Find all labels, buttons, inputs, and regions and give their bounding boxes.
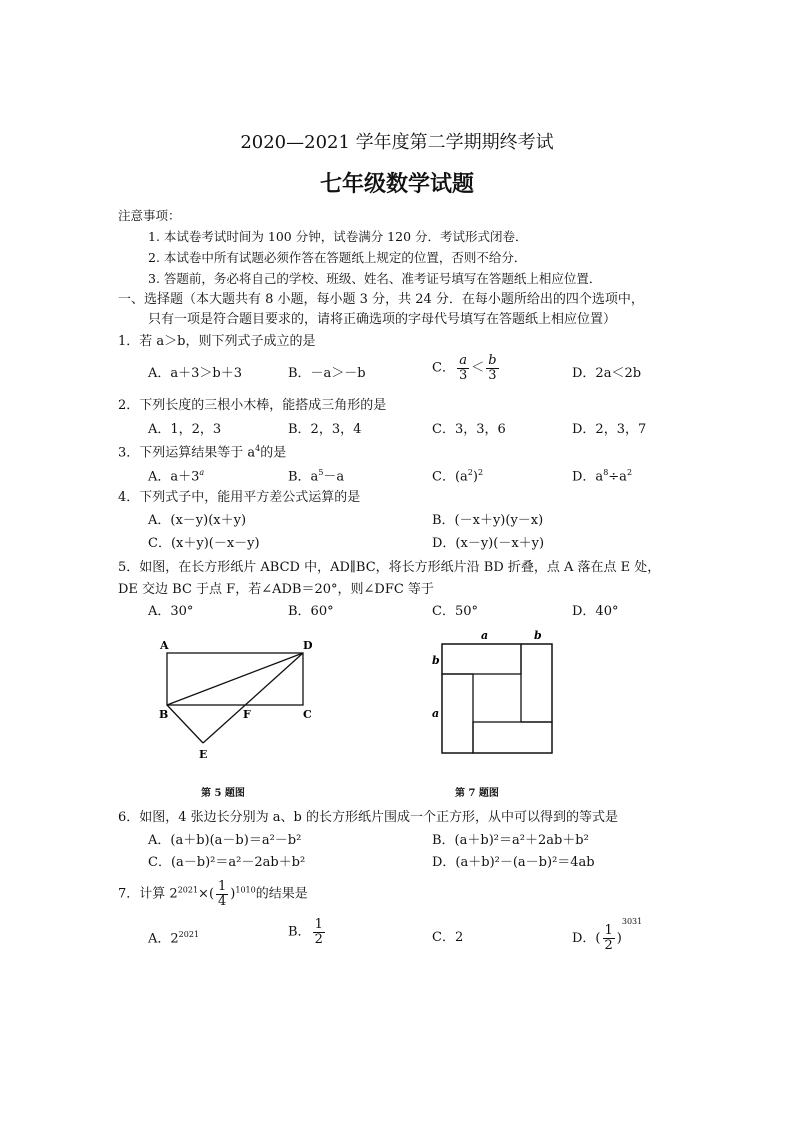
question-5-option-a: A．30°	[148, 604, 194, 619]
question-5-line-2: DE 交边 BC 于点 F，若∠ADB＝20°，则∠DFC 等于	[118, 582, 434, 597]
question-2-option-a: A．1，2，3	[148, 422, 222, 437]
question-6-option-a: A．(a＋b)(a－b)＝a²－b²	[148, 833, 302, 848]
question-7-stem: 7．计算 $2^{2021}\times$( $\frac{1}{4}$ )$^{1010}$的结果是	[118, 879, 308, 909]
section-1-line-1: 一、选择题（本大题共有 8 小题，每小题 3 分，共 24 分．在每小题所给出的四个选项中，	[118, 292, 644, 307]
question-2-option-d: D．2，3，7	[572, 422, 647, 437]
question-5-option-d: D．40°	[572, 604, 619, 619]
question-4-option-b: B．(－x＋y)(y－x)	[432, 513, 544, 528]
rect-left	[442, 674, 473, 753]
option-c-label: C．	[432, 360, 455, 376]
notice-item-2: 2. 本试卷中所有试题必须作答在答题纸上规定的位置，否则不给分．	[148, 250, 527, 265]
question-4-option-c: C．(x＋y)(－x－y)	[148, 536, 260, 551]
label-a-top: a	[481, 629, 489, 642]
question-3-option-a: A．$a+3^a$	[148, 468, 205, 485]
diagonal-bd	[167, 653, 303, 705]
question-1-option-d: D．2a＜2b	[572, 366, 642, 381]
question-3-option-c: C．$(a^2)^2$	[432, 468, 484, 485]
notice-heading: 注意事项：	[118, 208, 181, 223]
label-a: A	[160, 639, 169, 652]
notice-item-3: 3. 答题前，务必将自己的学校、班级、姓名、准考证号填写在答题纸上相应位置．	[148, 271, 602, 286]
outer-square	[442, 644, 552, 753]
label-f: F	[243, 708, 251, 721]
label-e: E	[199, 748, 208, 761]
label-b: B	[159, 708, 169, 721]
fraction-one-quarter: $\frac{1}{4}$	[218, 879, 227, 909]
less-than-sign: ＜	[471, 360, 485, 376]
question-1-option-b: B．－a＞－b	[288, 366, 366, 381]
question-7-option-c: C．2	[432, 930, 464, 945]
figure-5-diagram	[150, 632, 330, 767]
exam-title: 2020—2021 学年度第二学期期终考试	[240, 132, 554, 153]
rect-right	[521, 644, 552, 722]
question-1-stem: 1．若 a＞b，则下列式子成立的是	[118, 334, 316, 349]
notice-item-1: 1. 本试卷考试时间为 100 分钟，试卷满分 120 分．考试形式闭卷．	[148, 229, 528, 244]
question-2-option-c: C．3，3，6	[432, 422, 506, 437]
figure-7-diagram	[424, 626, 564, 758]
figure-5-caption: 第 5 题图	[201, 788, 245, 799]
label-b-top: b	[534, 629, 542, 642]
rect-top	[442, 644, 521, 674]
question-3-option-b: B．$a^5-a$	[288, 468, 345, 485]
question-7-option-b: B． $\frac{1}{2}$	[288, 917, 323, 947]
question-5-option-c: C．50°	[432, 604, 478, 619]
question-3-stem: 3．下列运算结果等于 $a^4$的是	[118, 444, 287, 461]
figure-7-caption: 第 7 题图	[455, 788, 499, 799]
rect-bottom	[473, 722, 552, 753]
question-2-stem: 2．下列长度的三根小木棒，能搭成三角形的是	[118, 398, 387, 413]
question-1-option-c	[432, 354, 501, 382]
question-4-stem: 4．下列式子中，能用平方差公式运算的是	[118, 490, 361, 505]
question-2-option-b: B．2，3，4	[288, 422, 362, 437]
fraction-a-over-3: $\frac{a}{3}$	[458, 353, 468, 383]
question-5-line-1: 5．如图，在长方形纸片 ABCD 中，AD∥BC，将长方形纸片沿 BD 折叠，点 A 落在点 E 处，	[118, 560, 661, 575]
segment-de	[203, 653, 303, 743]
question-7-option-a: A．$2^{2021}$	[148, 930, 200, 947]
question-6-option-c: C．(a－b)²＝a²－2ab＋b²	[148, 855, 306, 870]
question-7-option-d: D．( $\frac{1}{2}$ )$^{3031}$	[572, 917, 643, 953]
exam-subtitle: 七年级数学试题	[319, 171, 474, 197]
question-4-option-a: A．(x－y)(x＋y)	[148, 513, 247, 528]
label-b-left: b	[432, 654, 440, 667]
question-1-option-a: A．a＋3＞b＋3	[148, 366, 243, 381]
fraction-one-half-power: $\frac{1}{2}$	[604, 923, 613, 953]
question-4-option-d: D．(x－y)(－x＋y)	[432, 536, 545, 551]
section-1-line-2: 只有一项是符合题目要求的，请将正确选项的字母代号填写在答题纸上相应位置）	[148, 312, 617, 327]
label-c: C	[303, 708, 312, 721]
fraction-one-half: $\frac{1}{2}$	[314, 917, 323, 947]
question-6-option-b: B．(a＋b)²＝a²＋2ab＋b²	[432, 833, 589, 848]
label-a-left: a	[432, 707, 440, 720]
question-6-stem: 6．如图，4 张边长分别为 a、b 的长方形纸片围成一个正方形，从中可以得到的等式是	[118, 810, 619, 825]
segment-be	[167, 705, 203, 743]
question-6-option-d: D．(a＋b)²－(a－b)²＝4ab	[432, 855, 595, 870]
question-5-option-b: B．60°	[288, 604, 334, 619]
question-3-option-d: D．$a^8\div a^2$	[572, 468, 633, 485]
fraction-b-over-3: $\frac{b}{3}$	[488, 353, 497, 383]
label-d: D	[303, 639, 313, 652]
